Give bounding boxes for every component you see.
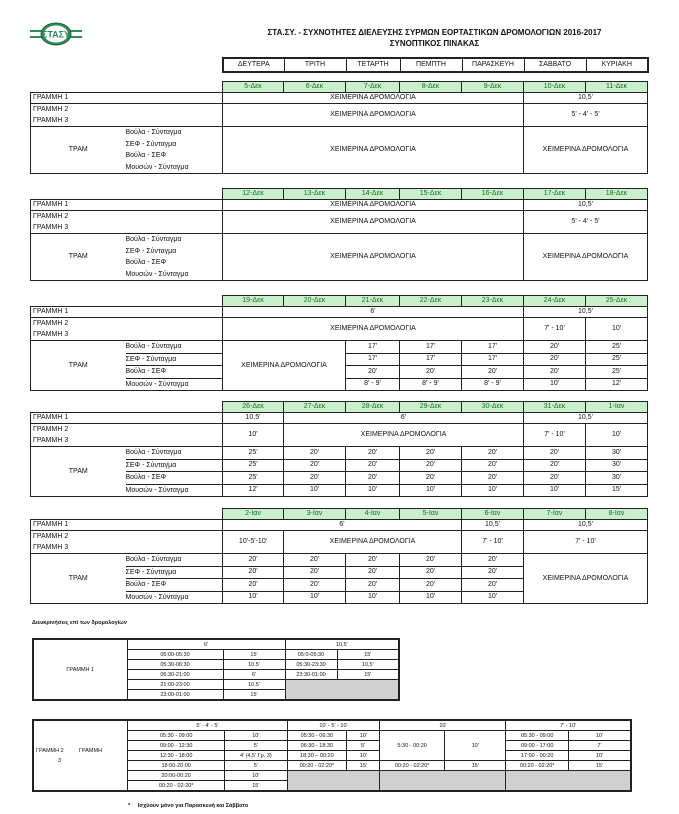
line1-notes-label: ΓΡΑΜΜΗ 1 xyxy=(33,639,127,700)
date-cell: 1-Ιαν xyxy=(586,402,648,413)
date-cell: 23-Δεκ xyxy=(462,296,524,307)
stop-label: Βούλα - Σύνταγμα xyxy=(125,129,182,136)
date-cell: 16-Δεκ xyxy=(462,189,524,200)
stop-label: Βούλα - ΣΕΦ xyxy=(125,152,167,159)
sun-freq: 10' xyxy=(586,318,648,341)
freq-cell: 20' xyxy=(346,579,400,592)
group-title: 7' - 10' xyxy=(506,720,631,731)
freq: 15' xyxy=(223,690,285,701)
tram-label: ΤΡΑΜ xyxy=(31,447,126,497)
date-cell: 12-Δεκ xyxy=(223,189,284,200)
freq: 15' xyxy=(568,761,631,771)
freq-cell: 25' xyxy=(586,353,648,366)
freq: 6' xyxy=(223,670,285,680)
freq-cell: 10' xyxy=(346,591,400,604)
stop-label: ΣΕΦ - Σύνταγμα xyxy=(125,247,177,255)
date-cell: 31-Δεκ xyxy=(524,402,586,413)
date-cell: 10-Δεκ xyxy=(524,82,586,93)
stop-label: ΣΕΦ - Σύνταγμα xyxy=(126,566,223,579)
freq: 10,5' xyxy=(337,660,399,670)
stop-label: Μουσών - Σύνταγμα xyxy=(125,270,189,278)
time-range: 21:00-23:00 xyxy=(127,680,223,690)
mon-freq: 10'-5'-10' xyxy=(223,531,284,554)
line2-label: ΓΡΑΜΜΗ 2 xyxy=(33,533,69,540)
date-cell: 9-Δεκ xyxy=(462,82,524,93)
winter-schedule: ΧΕΙΜΕΡΙΝΑ ΔΡΟΜΟΛΟΓΙΑ xyxy=(223,211,524,234)
stop-label: Βούλα - Σύνταγμα xyxy=(126,447,223,460)
freq: 10' xyxy=(225,771,288,781)
date-cell: 2-Ιαν xyxy=(223,509,284,520)
freq-cell: 20' xyxy=(284,447,346,460)
freq-cell: 10' xyxy=(284,484,346,497)
freq-cell: 30' xyxy=(586,447,648,460)
date-cell: 29-Δεκ xyxy=(400,402,462,413)
date-cell: 6-Δεκ xyxy=(284,82,346,93)
freq: 7' xyxy=(568,741,631,751)
freq: 15' xyxy=(225,781,288,792)
freq-cell: 20' xyxy=(346,459,400,472)
time-range: 20:00-00:20 xyxy=(128,771,225,781)
group-title: 5' - 4' - 5' xyxy=(128,720,287,731)
time-range: 09:00 - 12:30 xyxy=(128,741,225,751)
day-wed: ΤΕΤΑΡΤΗ xyxy=(346,58,400,72)
date-cell: 20-Δεκ xyxy=(284,296,346,307)
line23-label xyxy=(31,318,223,341)
line3-label: ΓΡΑΜΜΗ 3 xyxy=(33,544,69,551)
freq-cell: 20' xyxy=(524,447,586,460)
stop-label: Μουσών - Σύνταγμα xyxy=(126,591,223,604)
freq-cell: 20' xyxy=(223,579,284,592)
time-range: 05:0-05:30 xyxy=(285,650,337,660)
freq-cell: 20' xyxy=(284,554,346,567)
line23-label xyxy=(31,531,223,554)
freq-cell: 10' xyxy=(223,591,284,604)
winter-schedule: ΧΕΙΜΕΡΙΝΑ ΔΡΟΜΟΛΟΓΙΑ xyxy=(223,127,524,174)
freq: 4' (4,5' Γρ. 3) xyxy=(225,751,288,761)
freq-cell: 20' xyxy=(462,566,524,579)
line2-label: ΓΡΑΜΜΗ 2 xyxy=(33,320,69,327)
freq-cell: 20' xyxy=(400,554,462,567)
line23-notes-label xyxy=(33,720,128,791)
time-range: 09:00 - 17:00 xyxy=(506,741,569,751)
freq-cell: 20' xyxy=(284,472,346,485)
freq-cell: 8' - 9' xyxy=(462,378,524,391)
freq-cell: 25' xyxy=(586,341,648,354)
freq-cell: 25' xyxy=(223,459,284,472)
line1-label: ΓΡΑΜΜΗ 1 xyxy=(31,93,223,104)
date-cell: 22-Δεκ xyxy=(400,296,462,307)
freq-cell: 15' xyxy=(586,484,648,497)
line2-label: ΓΡΑΜΜΗ 2 xyxy=(33,106,69,113)
time-range: 00:20 - 02:20* xyxy=(506,761,569,771)
time-range: 05:30 - 09:00 xyxy=(506,731,569,741)
line3-label: ΓΡΑΜΜΗ 3 xyxy=(33,437,69,444)
freq-cell: 20' xyxy=(462,459,524,472)
freq-cell: 17' xyxy=(346,353,400,366)
weekend-freq: 7' - 10' xyxy=(524,531,648,554)
freq-cell: 30' xyxy=(586,459,648,472)
weekend-freq: 10,5' xyxy=(524,413,648,424)
day-mon: ΔΕΥΤΕΡΑ xyxy=(223,58,284,72)
date-cell: 19-Δεκ xyxy=(223,296,284,307)
freq-cell: 8' - 9' xyxy=(346,378,400,391)
freq-cell: 17' xyxy=(462,341,524,354)
stop-label: Βούλα - Σύνταγμα xyxy=(126,341,223,354)
freq-cell: 20' xyxy=(400,447,462,460)
winter-schedule: ΧΕΙΜΕΡΙΝΑ ΔΡΟΜΟΛΟΓΙΑ xyxy=(524,554,648,604)
tram-stops xyxy=(126,127,223,174)
freq: 10' xyxy=(444,731,506,761)
time-range: 05:30 - 09:00 xyxy=(128,731,225,741)
footnote-text: Ισχύουν μόνο για Παρασκευή και Σάββατο xyxy=(137,803,249,809)
freq-cell: 20' xyxy=(400,459,462,472)
freq-cell: 20' xyxy=(346,447,400,460)
group-title: 10,5' xyxy=(285,639,399,650)
winter-schedule: ΧΕΙΜΕΡΙΝΑ ΔΡΟΜΟΛΟΓΙΑ xyxy=(223,341,346,391)
weekend-freq: 10,5' xyxy=(524,520,648,531)
label-part: ΓΡΑΜΜΗ 2 xyxy=(36,747,64,754)
line3-label: ΓΡΑΜΜΗ 3 xyxy=(33,117,69,124)
stasy-logo xyxy=(30,22,82,46)
freq: 5' xyxy=(347,741,380,751)
line1-label: ΓΡΑΜΜΗ 1 xyxy=(31,200,223,211)
winter-schedule: ΧΕΙΜΕΡΙΝΑ ΔΡΟΜΟΛΟΓΙΑ xyxy=(524,234,648,281)
stop-label: Βούλα - ΣΕΦ xyxy=(126,366,223,379)
freq-cell: 10' xyxy=(524,378,586,391)
date-cell: 8-Δεκ xyxy=(400,82,462,93)
time-range: 17:00 - 00:20 xyxy=(506,751,569,761)
freq-cell: 20' xyxy=(284,566,346,579)
freq-cell: 20' xyxy=(223,566,284,579)
freq-cell: 20' xyxy=(524,472,586,485)
weekend-freq: 10,5' xyxy=(524,200,648,211)
week-table-2 xyxy=(30,188,648,281)
freq-cell: 20' xyxy=(223,554,284,567)
empty-gray-cell xyxy=(287,771,380,792)
freq-cell: 20' xyxy=(400,472,462,485)
freq-cell: 20' xyxy=(462,554,524,567)
date-cell: 14-Δεκ xyxy=(346,189,400,200)
day-sun: ΚΥΡΙΑΚΗ xyxy=(586,58,648,72)
freq-cell: 20' xyxy=(400,366,462,379)
empty-gray-cell xyxy=(506,771,631,792)
time-range: 5:30 - 00:20 xyxy=(380,731,445,761)
freq-cell: 17' xyxy=(400,341,462,354)
date-cell: 25-Δεκ xyxy=(586,296,648,307)
footnote xyxy=(128,803,248,809)
freq-cell: 30' xyxy=(586,472,648,485)
freq-cell: 17' xyxy=(462,353,524,366)
freq: 10,5' xyxy=(223,680,285,690)
empty-gray-cell xyxy=(285,680,399,701)
winter-schedule: ΧΕΙΜΕΡΙΝΑ ΔΡΟΜΟΛΟΓΙΑ xyxy=(223,104,524,127)
week-table-5 xyxy=(30,508,648,604)
freq-cell: 20' xyxy=(346,472,400,485)
time-range: 06:30 - 18:30 xyxy=(287,741,346,751)
notes-heading: Διευκρινήσεις επί των δρομολογίων xyxy=(32,620,127,626)
time-range: 06:30-21:00 xyxy=(127,670,223,680)
freq-cell: 20' xyxy=(462,472,524,485)
freq-cell: 20' xyxy=(462,447,524,460)
mon-freq: 10' xyxy=(223,424,284,447)
line2-label: ΓΡΑΜΜΗ 2 xyxy=(33,213,69,220)
empty-gray-cell xyxy=(380,771,506,792)
freq: 10' xyxy=(347,731,380,741)
tram-label: ΤΡΑΜ xyxy=(31,341,126,391)
freq-cell: 20' xyxy=(524,366,586,379)
line3-label: ΓΡΑΜΜΗ 3 xyxy=(33,224,69,231)
freq: 10' xyxy=(568,731,631,741)
label-part: 3 xyxy=(58,757,62,764)
freq-cell: 20' xyxy=(400,566,462,579)
fri-freq: 7' - 10' xyxy=(462,531,524,554)
week-table-1 xyxy=(30,81,648,174)
freq: 15' xyxy=(337,670,399,680)
winter-schedule: ΧΕΙΜΕΡΙΝΑ ΔΡΟΜΟΛΟΓΙΑ xyxy=(223,200,524,211)
line23-label xyxy=(31,211,223,234)
date-cell: 11-Δεκ xyxy=(586,82,648,93)
freq: 10,5' xyxy=(223,660,285,670)
date-cell: 6-Ιαν xyxy=(462,509,524,520)
freq-cell: 25' xyxy=(586,366,648,379)
winter-schedule: ΧΕΙΜΕΡΙΝΑ ΔΡΟΜΟΛΟΓΙΑ xyxy=(223,93,524,104)
time-range: 18:30 – 00:20 xyxy=(287,751,346,761)
stop-label: Βούλα - Σύνταγμα xyxy=(125,236,182,243)
stop-label: Βούλα - ΣΕΦ xyxy=(125,259,167,266)
freq: 5' xyxy=(225,761,288,771)
time-range: 05:30 - 06:30 xyxy=(287,731,346,741)
date-cell: 15-Δεκ xyxy=(400,189,462,200)
freq-cell: 25' xyxy=(223,472,284,485)
stop-label: Μουσών - Σύνταγμα xyxy=(126,378,223,391)
date-cell: 3-Ιαν xyxy=(284,509,346,520)
freq: 15' xyxy=(444,761,506,771)
date-cell: 21-Δεκ xyxy=(346,296,400,307)
freq-cell: 10' xyxy=(524,484,586,497)
date-cell: 4-Ιαν xyxy=(346,509,400,520)
time-range: 18:00-20:00 xyxy=(128,761,225,771)
line1-label: ΓΡΑΜΜΗ 1 xyxy=(31,520,223,531)
freq-cell: 10' xyxy=(462,591,524,604)
freq-cell: 17' xyxy=(400,353,462,366)
group-title: 6' xyxy=(127,639,285,650)
title-main: ΣΤΑ.ΣΥ. - ΣΥΧΝΟΤΗΤΕΣ ΔΙΕΛΕΥΣΗΣ ΣΥΡΜΩΝ ΕΟΡΤΑΣΤΙΚΩΝ ΔΡΟΜΟΛΟΓΙΩΝ 2016-2017 xyxy=(267,28,602,37)
line3-label: ΓΡΑΜΜΗ 3 xyxy=(33,331,69,338)
freq-cell: 20' xyxy=(400,579,462,592)
freq-cell: 25' xyxy=(223,447,284,460)
freq-cell: 20' xyxy=(284,459,346,472)
time-range: 23:30-01:00 xyxy=(285,670,337,680)
freq-cell: 20' xyxy=(524,353,586,366)
freq-cell: 10' xyxy=(400,484,462,497)
sat-freq: 7' - 10' xyxy=(524,318,586,341)
freq: 10' xyxy=(225,731,288,741)
freq-cell: 20' xyxy=(462,579,524,592)
winter-schedule: ΧΕΙΜΕΡΙΝΑ ΔΡΟΜΟΛΟΓΙΑ xyxy=(223,234,524,281)
tram-stops xyxy=(126,234,223,281)
date-cell: 27-Δεκ xyxy=(284,402,346,413)
freq-cell: 20' xyxy=(346,566,400,579)
day-tue: ΤΡΙΤΗ xyxy=(284,58,346,72)
freq-cell: 12' xyxy=(223,484,284,497)
date-cell: 24-Δεκ xyxy=(524,296,586,307)
weekend-freq: 10,5' xyxy=(524,93,648,104)
freq-cell: 8' - 9' xyxy=(400,378,462,391)
line1-notes-table xyxy=(32,638,400,701)
title-sub: ΣΥΝΟΠΤΙΚΟΣ ΠΙΝΑΚΑΣ xyxy=(389,39,480,48)
stop-label: Βούλα - ΣΕΦ xyxy=(126,579,223,592)
freq-cell: 20' xyxy=(346,554,400,567)
week-table-4 xyxy=(30,401,648,497)
freq: 10' xyxy=(568,751,631,761)
freq-cell: 10' xyxy=(400,591,462,604)
time-range: 05:00-05:30 xyxy=(127,650,223,660)
label-part: ΓΡΑΜΜΗ xyxy=(78,747,103,754)
time-range: 00:20 - 02:20* xyxy=(287,761,346,771)
freq-cell: 20' xyxy=(346,366,400,379)
freq-cell: 10' xyxy=(462,484,524,497)
svg-text:ΣΤΑΣΥ: ΣΤΑΣΥ xyxy=(41,29,71,40)
winter-schedule: ΧΕΙΜΕΡΙΝΑ ΔΡΟΜΟΛΟΓΙΑ xyxy=(223,318,524,341)
freq-cell: 20' xyxy=(462,366,524,379)
sat-freq: 7' - 10' xyxy=(524,424,586,447)
tram-label: ΤΡΑΜ xyxy=(31,554,126,604)
winter-schedule: ΧΕΙΜΕΡΙΝΑ ΔΡΟΜΟΛΟΓΙΑ xyxy=(284,531,462,554)
weekday-freq: 6' xyxy=(284,413,524,424)
group-title: 10' - 5' - 10' xyxy=(287,720,380,731)
time-range: 00:20 - 02:20* xyxy=(380,761,445,771)
week-table-3 xyxy=(30,295,648,391)
line23-label xyxy=(31,424,223,447)
line1-label: ΓΡΑΜΜΗ 1 xyxy=(31,413,223,424)
date-cell: 5-Ιαν xyxy=(400,509,462,520)
freq-cell: 10' xyxy=(284,591,346,604)
line23-label xyxy=(31,104,223,127)
mon-freq: 10,5' xyxy=(223,413,284,424)
time-range: 00:20 - 02:20* xyxy=(128,781,225,792)
time-range: 05:30-06:30 xyxy=(127,660,223,670)
stop-label: ΣΕΦ - Σύνταγμα xyxy=(126,459,223,472)
weekend-freq: 5' - 4' - 5' xyxy=(524,104,648,127)
weekday-header xyxy=(222,57,649,73)
fri-freq: 10,5' xyxy=(462,520,524,531)
time-range: 12:30 - 18:00 xyxy=(128,751,225,761)
stop-label: Μουσών - Σύνταγμα xyxy=(125,163,189,171)
freq-cell: 12' xyxy=(586,378,648,391)
stop-label: ΣΕΦ - Σύνταγμα xyxy=(126,353,223,366)
day-fri: ΠΑΡΑΣΚΕΥΗ xyxy=(462,58,524,72)
freq: 15' xyxy=(347,761,380,771)
stop-label: Βούλα - Σύνταγμα xyxy=(126,554,223,567)
freq: 5' xyxy=(225,741,288,751)
freq-cell: 20' xyxy=(524,459,586,472)
weekend-freq: 5' - 4' - 5' xyxy=(524,211,648,234)
winter-schedule: ΧΕΙΜΕΡΙΝΑ ΔΡΟΜΟΛΟΓΙΑ xyxy=(284,424,524,447)
date-cell: 7-Δεκ xyxy=(346,82,400,93)
weekday-freq: 6' xyxy=(223,307,524,318)
day-thu: ΠΕΜΠΤΗ xyxy=(400,58,462,72)
date-cell: 7-Ιαν xyxy=(524,509,586,520)
date-cell: 28-Δεκ xyxy=(346,402,400,413)
freq: 15' xyxy=(223,650,285,660)
time-range: 05:30-23:30 xyxy=(285,660,337,670)
line1-label: ΓΡΑΜΜΗ 1 xyxy=(31,307,223,318)
footnote-mark: * xyxy=(128,803,131,809)
freq-cell: 20' xyxy=(524,341,586,354)
freq-cell: 10' xyxy=(346,484,400,497)
freq: 10' xyxy=(347,751,380,761)
winter-schedule: ΧΕΙΜΕΡΙΝΑ ΔΡΟΜΟΛΟΓΙΑ xyxy=(524,127,648,174)
date-cell: 26-Δεκ xyxy=(223,402,284,413)
weekend-freq: 10,5' xyxy=(524,307,648,318)
group-title: 10' xyxy=(380,720,506,731)
time-range: 23:00-01:00 xyxy=(127,690,223,701)
date-cell: 8-Ιαν xyxy=(586,509,648,520)
date-cell: 13-Δεκ xyxy=(284,189,346,200)
stop-label: Βούλα - ΣΕΦ xyxy=(126,472,223,485)
freq-cell: 17' xyxy=(346,341,400,354)
stop-label: Μουσών - Σύνταγμα xyxy=(126,484,223,497)
tram-label: ΤΡΑΜ xyxy=(31,234,126,281)
date-cell: 5-Δεκ xyxy=(223,82,284,93)
date-cell: 17-Δεκ xyxy=(524,189,586,200)
tram-label: ΤΡΑΜ xyxy=(31,127,126,174)
line2-label: ΓΡΑΜΜΗ 2 xyxy=(33,426,69,433)
day-sat: ΣΑΒΒΑΤΟ xyxy=(524,58,586,72)
stop-label: ΣΕΦ - Σύνταγμα xyxy=(125,140,177,148)
freq: 15' xyxy=(337,650,399,660)
date-cell: 18-Δεκ xyxy=(586,189,648,200)
freq-cell: 20' xyxy=(284,579,346,592)
date-cell: 30-Δεκ xyxy=(462,402,524,413)
weekday-freq: 6' xyxy=(223,520,462,531)
page-title xyxy=(222,27,647,49)
sun-freq: 10' xyxy=(586,424,648,447)
line23-notes-grid xyxy=(32,719,632,792)
